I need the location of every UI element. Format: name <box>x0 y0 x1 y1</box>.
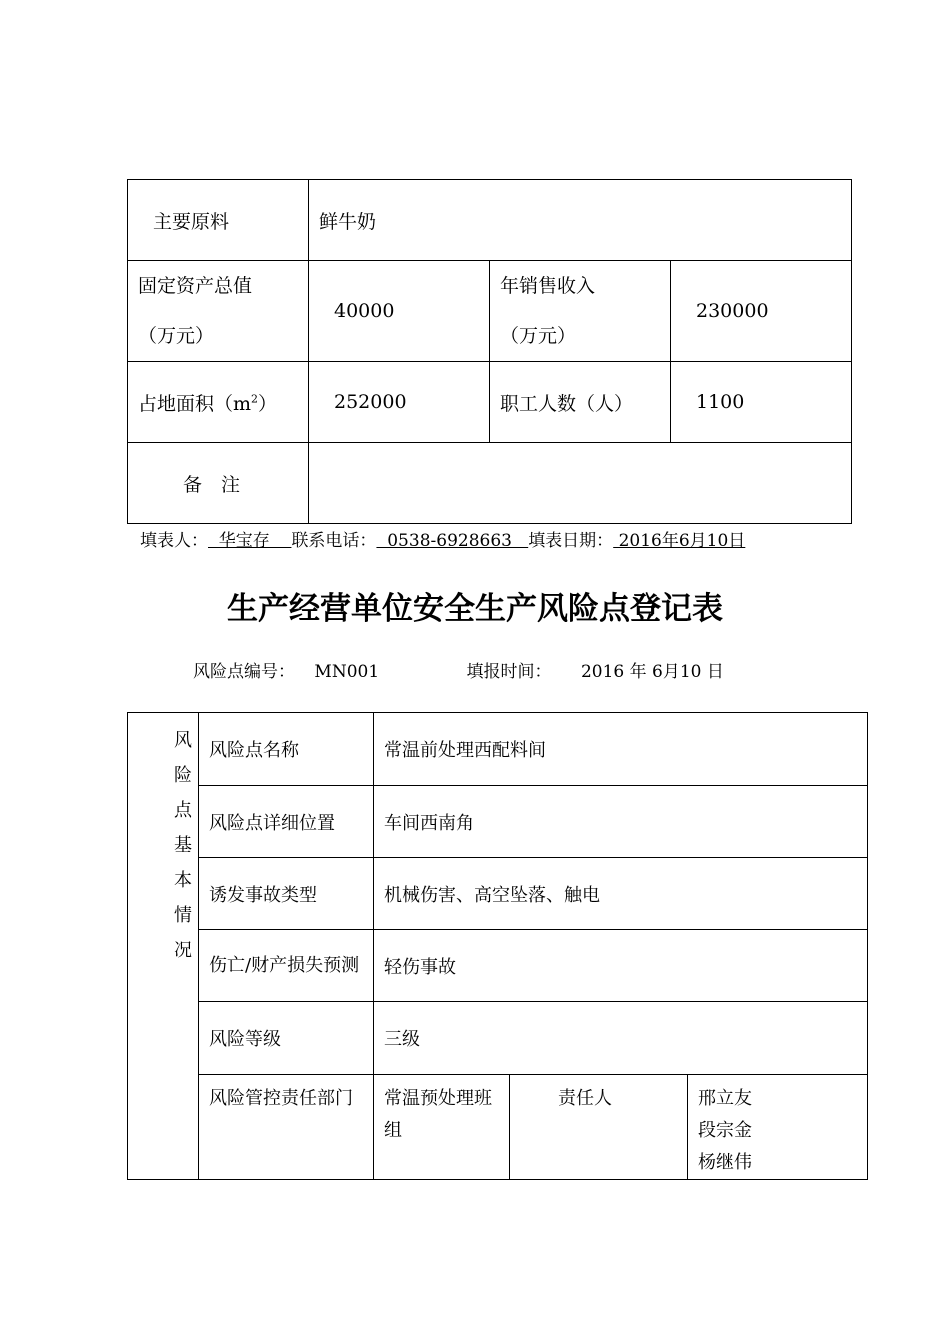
section-char: 情 <box>174 905 192 926</box>
responsible-person-list <box>688 1075 868 1180</box>
accident-type-value: 机械伤害、高空坠落、触电 <box>374 858 868 930</box>
section-char: 风 <box>174 730 192 751</box>
annual-sales-label-line2: （万元） <box>500 325 577 347</box>
responsible-person: 邢立友 <box>698 1088 752 1109</box>
staff-label: 职工人数（人） <box>490 362 671 443</box>
staff-value: 1100 <box>671 362 852 443</box>
main-material-label: 主要原料 <box>128 180 309 261</box>
section-char: 基 <box>174 835 192 856</box>
loss-forecast-label: 伤亡/财产损失预测 <box>199 930 374 1002</box>
risk-meta-line <box>193 657 724 682</box>
area-label <box>128 362 309 443</box>
fixed-assets-value: 40000 <box>309 261 490 362</box>
area-label-end: ） <box>258 392 278 415</box>
risk-location-label: 风险点详细位置 <box>199 786 374 858</box>
phone-label: 联系电话： <box>291 531 377 551</box>
responsible-person: 段宗金 <box>698 1120 752 1141</box>
section-char: 险 <box>174 765 192 786</box>
risk-name-value: 常温前处理西配料间 <box>374 713 868 786</box>
section-char: 本 <box>174 870 192 891</box>
remark-value <box>309 443 852 524</box>
area-label-sup: 2 <box>251 392 259 406</box>
annual-sales-label <box>490 261 671 362</box>
fixed-assets-label-line2: （万元） <box>138 325 215 347</box>
responsible-person-label: 责任人 <box>510 1075 688 1180</box>
area-label-text: 占地面积（m <box>138 392 252 415</box>
annual-sales-value: 230000 <box>671 261 852 362</box>
risk-code-label: 风险点编号： <box>193 662 295 682</box>
risk-point-table <box>127 712 868 1180</box>
area-value: 252000 <box>309 362 490 443</box>
section-char: 点 <box>174 800 192 821</box>
loss-forecast-value: 轻伤事故 <box>374 930 868 1002</box>
enterprise-info-table <box>127 179 852 524</box>
remark-label: 备 注 <box>128 443 309 524</box>
responsible-dept-label: 风险管控责任部门 <box>199 1075 374 1180</box>
report-time-value: 2016 年 6月10 日 <box>580 662 724 682</box>
responsible-person: 杨继伟 <box>698 1152 752 1173</box>
accident-type-label: 诱发事故类型 <box>199 858 374 930</box>
risk-level-value: 三级 <box>374 1002 868 1075</box>
section-char: 况 <box>174 940 192 961</box>
risk-level-label: 风险等级 <box>199 1002 374 1075</box>
risk-location-value: 车间西南角 <box>374 786 868 858</box>
filler-label: 填表人： <box>140 531 208 551</box>
annual-sales-label-line1: 年销售收入 <box>500 275 596 297</box>
fixed-assets-label <box>128 261 309 362</box>
filler-info-line <box>140 526 745 551</box>
responsible-dept-value: 常温预处理班组 <box>374 1075 510 1180</box>
main-material-value: 鲜牛奶 <box>309 180 852 261</box>
phone-value: 0538-6928663 <box>376 531 529 551</box>
fixed-assets-label-line1: 固定资产总值 <box>138 275 253 297</box>
section-label-vertical <box>128 713 199 1180</box>
report-time-label: 填报时间： <box>466 662 552 682</box>
risk-name-label: 风险点名称 <box>199 713 374 786</box>
document-title: 生产经营单位安全生产风险点登记表 <box>227 591 723 627</box>
risk-code-value: MN001 <box>314 662 380 682</box>
date-label: 填表日期： <box>528 531 614 551</box>
date-value: 2016年6月10日 <box>613 531 746 551</box>
filler-name: 华宝存 <box>208 531 292 551</box>
